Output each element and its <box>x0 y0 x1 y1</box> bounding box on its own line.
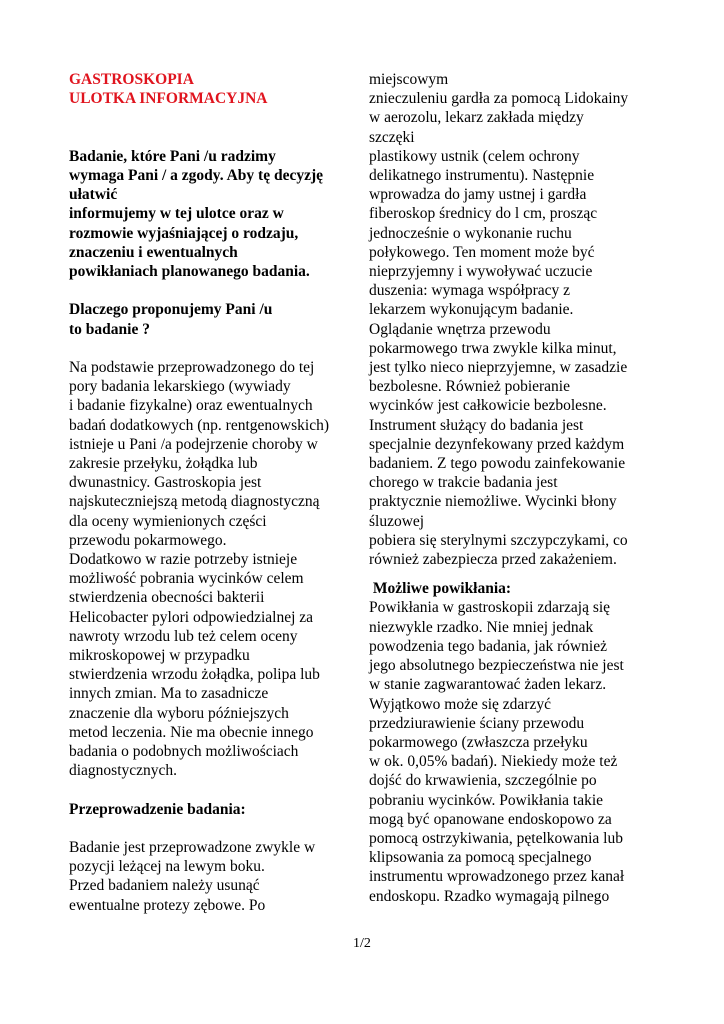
text-line: połykowego. Ten moment może być <box>369 243 595 261</box>
text-line: jego absolutnego bezpieczeństwa nie jest <box>369 657 624 675</box>
text-line: pomocą ostrzykiwania, pętelkowania lub <box>369 829 623 847</box>
text-line: Oglądanie wnętrza przewodu <box>369 320 551 338</box>
text-line: Badanie jest przeprowadzone zwykle w <box>69 839 316 857</box>
page-number: 1/2 <box>353 936 371 951</box>
text-line: endoskopu. Rzadko wymagają pilnego <box>369 887 610 905</box>
text-line: delikatnego instrumentu). Następnie <box>369 167 595 185</box>
text-line: istnieje u Pani /a podejrzenie choroby w <box>69 435 318 453</box>
text-line: powikłaniach planowanego badania. <box>69 263 310 280</box>
right-column <box>369 70 669 906</box>
text-line: możliwość pobrania wycinków celem <box>69 570 304 588</box>
text-line: śluzowej <box>369 512 425 530</box>
text-line: znaczenie dla wyboru późniejszych <box>69 704 289 722</box>
text-line: nawroty wrzodu lub też celem oceny <box>69 627 298 645</box>
text-line: dla oceny wymienionych części <box>69 512 267 530</box>
text-line: jednocześnie o wykonanie ruchu <box>369 224 572 242</box>
text-line: znieczuleniu gardła za pomocą Lidokainy <box>369 90 629 108</box>
heading-line: to badanie ? <box>69 320 150 338</box>
text-line: i badanie fizykalne) oraz ewentualnych <box>69 397 313 415</box>
text-line: jest tylko nieco nieprzyjemne, w zasadzie <box>369 359 628 377</box>
text-line: lekarzem wykonującym badanie. <box>369 301 574 319</box>
text-line: również zabezpiecza przed zakażeniem. <box>369 551 617 569</box>
text-line: chorego w trakcie badania jest <box>369 474 558 492</box>
document-title: GASTROSKOPIA <box>69 71 194 88</box>
procedure-paragraph-continued <box>369 70 669 569</box>
text-line: specjalnie dezynfekowany przed każdym <box>369 435 625 453</box>
text-line: nieprzyjemny i wywoływać uczucie <box>369 263 593 281</box>
text-line: pobiera się sterylnymi szczypczykami, co <box>369 531 628 549</box>
text-line: klipsowania za pomocą specjalnego <box>369 849 592 867</box>
text-line: pokarmowego (zwłaszcza przełyku <box>369 733 588 751</box>
intro-paragraph <box>69 147 369 281</box>
text-line: Instrument służący do badania jest <box>369 416 584 434</box>
why-heading <box>69 300 369 338</box>
text-line: badania o podobnych możliwościach <box>69 743 299 761</box>
text-line: Przed badaniem należy usunąć <box>69 877 260 895</box>
text-line: bezbolesne. Również pobieranie <box>369 378 570 396</box>
text-line: zakresie przełyku, żołądka lub <box>69 455 258 472</box>
text-line: stwierdzenia obecności bakterii <box>69 589 265 607</box>
procedure-paragraph <box>69 838 369 915</box>
text-line: plastikowy ustnik (celem ochrony <box>369 147 580 165</box>
left-column <box>69 70 369 915</box>
text-line: Badanie, które Pani /u radzimy <box>69 147 276 165</box>
text-line: fiberoskop średnicy do l cm, prosząc <box>369 205 598 223</box>
text-line: ułatwić <box>69 186 118 204</box>
text-line: znaczeniu i ewentualnych <box>69 243 238 261</box>
text-line: wycinków jest całkowicie bezbolesne. <box>369 397 607 415</box>
heading-line: Dlaczego proponujemy Pani /u <box>69 301 273 319</box>
text-line: Wyjątkowo może się zdarzyć <box>369 695 551 713</box>
text-line: Dodatkowo w razie potrzeby istnieje <box>69 551 298 569</box>
text-line: pobraniu wycinków. Powikłania takie <box>369 791 604 809</box>
text-line: dwunastnicy. Gastroskopia jest <box>69 474 262 492</box>
text-line: badań dodatkowych (np. rentgenowskich) <box>69 416 329 434</box>
procedure-heading: Przeprowadzenie badania: <box>69 800 246 818</box>
text-line: metod leczenia. Nie ma obecnie innego <box>69 723 314 741</box>
text-line: wymaga Pani / a zgody. Aby tę decyzję <box>69 166 324 184</box>
text-line: przewodu pokarmowego. <box>69 531 227 549</box>
text-line: Na podstawie przeprowadzonego do tej <box>69 358 315 376</box>
text-line: badaniem. Z tego powodu zainfekowanie <box>369 455 626 473</box>
text-line: stwierdzenia wrzodu żołądka, polipa lub <box>69 666 320 684</box>
text-line: miejscowym <box>369 71 449 88</box>
text-line: w ok. 0,05% badań). Niekiedy może też <box>369 753 618 771</box>
text-line: w stanie zagwarantować żaden lekarz. <box>369 676 607 694</box>
text-line: w aerozolu, lekarz zakłada między <box>369 109 584 127</box>
text-line: pozycji leżącej na lewym boku. <box>69 858 265 876</box>
text-line: dojść do krwawienia, szczególnie po <box>369 772 597 790</box>
text-line: Powikłania w gastroskopii zdarzają się <box>369 599 611 617</box>
text-line: diagnostycznych. <box>69 762 178 780</box>
text-line: pokarmowego trwa zwykle kilka minut, <box>369 339 617 357</box>
text-line: szczęki <box>369 128 415 146</box>
complications-heading: Możliwe powikłania: <box>369 580 512 598</box>
text-line: ewentualne protezy zębowe. Po <box>69 896 266 914</box>
text-line: wprowadza do jamy ustnej i gardła <box>369 186 587 204</box>
text-line: pory badania lekarskiego (wywiady <box>69 378 291 396</box>
complications-paragraph <box>369 598 669 905</box>
text-line: niezwykle rzadko. Nie mniej jednak <box>369 618 594 636</box>
document-subtitle: ULOTKA INFORMACYJNA <box>69 90 268 108</box>
text-line: informujemy w tej ulotce oraz w <box>69 205 284 223</box>
text-line: mikroskopowej w przypadku <box>69 647 250 665</box>
text-line: najskuteczniejszą metodą diagnostyczną <box>69 493 320 511</box>
text-line: powodzenia tego badania, jak również <box>369 637 608 655</box>
text-line: innych zmian. Ma to zasadnicze <box>69 685 269 703</box>
why-paragraph <box>69 358 369 780</box>
text-line: praktycznie niemożliwe. Wycinki błony <box>369 493 617 511</box>
text-line: Helicobacter pylori odpowiedzialnej za <box>69 608 314 626</box>
text-line: instrumentu wprowadzonego przez kanał <box>369 868 625 886</box>
text-line: rozmowie wyjaśniającej o rodzaju, <box>69 224 299 242</box>
text-line: przedziurawienie ściany przewodu <box>369 714 585 732</box>
text-line: duszenia: wymaga współpracy z <box>369 282 571 300</box>
text-line: mogą być opanowane endoskopowo za <box>369 810 612 828</box>
